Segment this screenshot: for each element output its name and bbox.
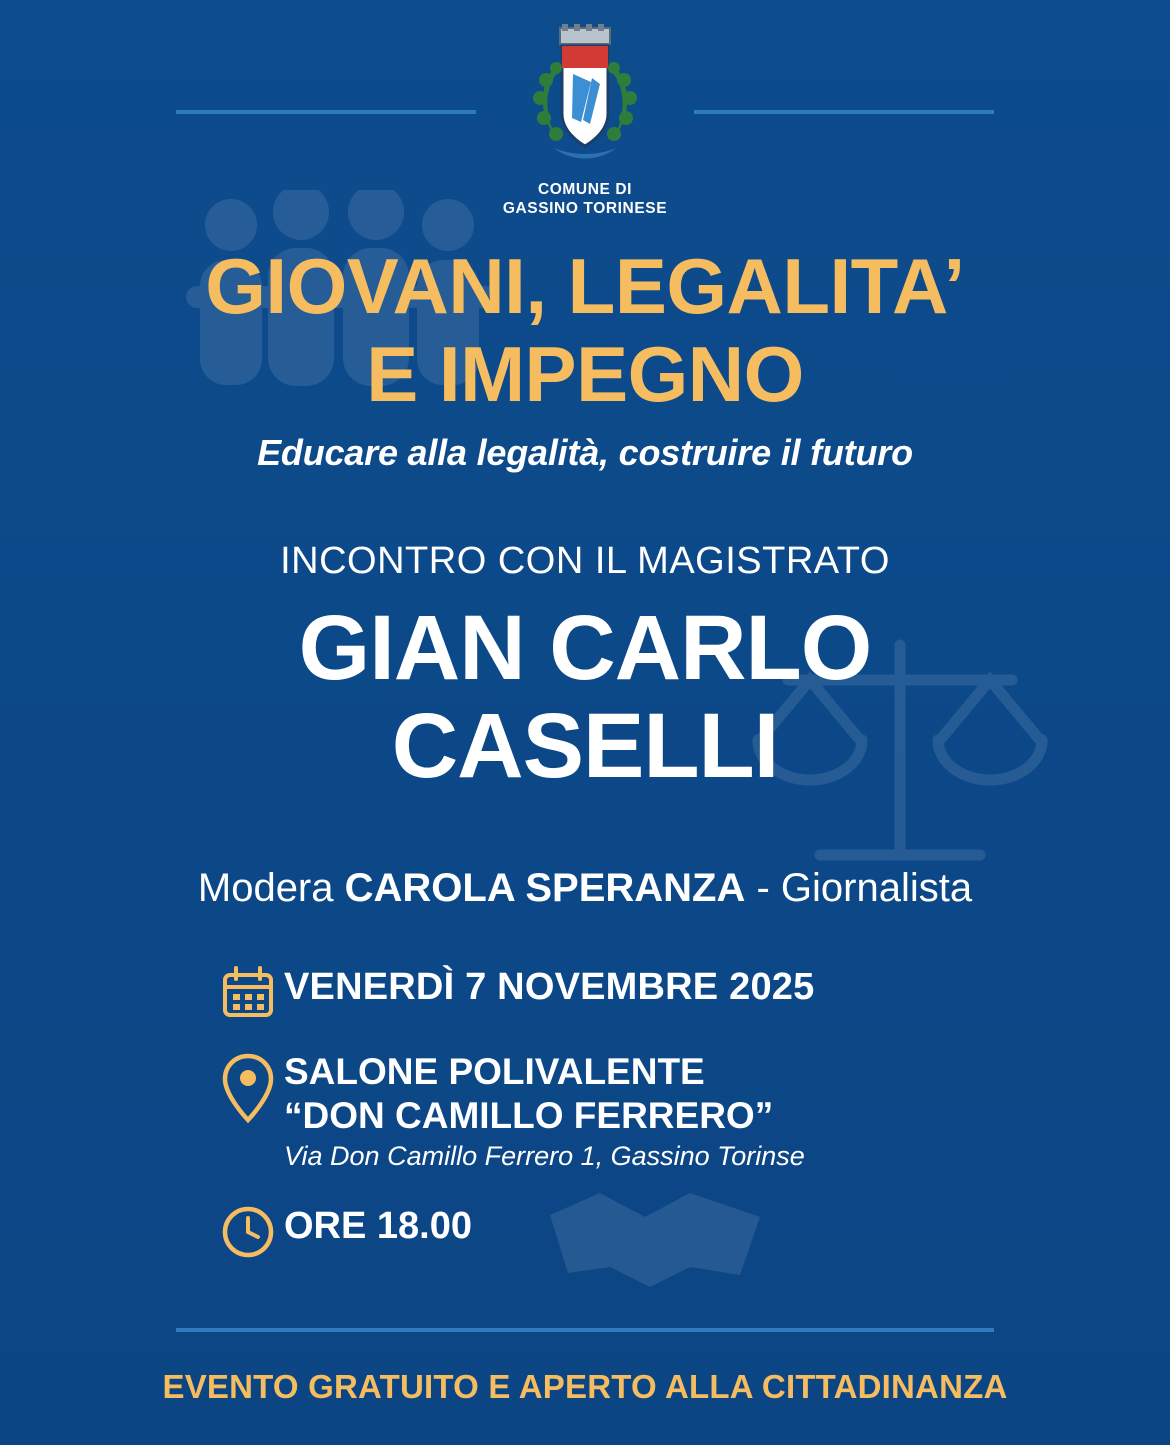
- guest-name-line1: GIAN CARLO: [298, 597, 872, 699]
- municipal-coat-of-arms-icon: [526, 22, 644, 175]
- guest-name: [0, 597, 1170, 797]
- event-time: ORE 18.00: [284, 1205, 472, 1248]
- crest-caption-line1: COMUNE DI: [537, 181, 633, 198]
- crest-block: [0, 22, 1170, 219]
- page-title-line2: E IMPEGNO: [366, 330, 804, 419]
- venue-name: SALONE POLIVALENTE: [284, 1051, 705, 1092]
- detail-row-time: [212, 1202, 1050, 1260]
- venue-subname: “DON CAMILLO FERRERO”: [284, 1094, 774, 1136]
- crest-caption-line2: GASSINO TORINESE: [502, 199, 668, 217]
- detail-row-date: [212, 962, 1050, 1020]
- moderator-name: CAROLA SPERANZA: [344, 866, 746, 910]
- page-subtitle: Educare alla legalità, costruire il futuro: [257, 432, 913, 473]
- moderator-prefix: Modera: [197, 866, 345, 910]
- event-date: VENERDÌ 7 NOVEMBRE 2025: [284, 966, 815, 1008]
- location-pin-icon: [212, 1050, 284, 1126]
- detail-row-venue: [212, 1050, 1050, 1172]
- divider-bottom: [176, 1328, 994, 1332]
- clock-icon: [212, 1202, 284, 1260]
- moderator-suffix: - Giornalista: [745, 866, 973, 910]
- crest-caption: [503, 181, 667, 219]
- calendar-icon: [212, 962, 284, 1020]
- event-details: [212, 962, 1050, 1290]
- page-title-line1: GIOVANI, LEGALITA’: [205, 242, 965, 330]
- footer-note: EVENTO GRATUITO E APERTO ALLA CITTADINANZA: [162, 1368, 1008, 1405]
- guest-kicker: INCONTRO CON IL MAGISTRATO: [280, 540, 890, 582]
- moderator-line: [0, 866, 1170, 911]
- venue-address: Via Don Camillo Ferrero 1, Gassino Torinse: [284, 1141, 805, 1172]
- guest-name-line2: CASELLI: [391, 694, 779, 797]
- page-title: [0, 242, 1170, 419]
